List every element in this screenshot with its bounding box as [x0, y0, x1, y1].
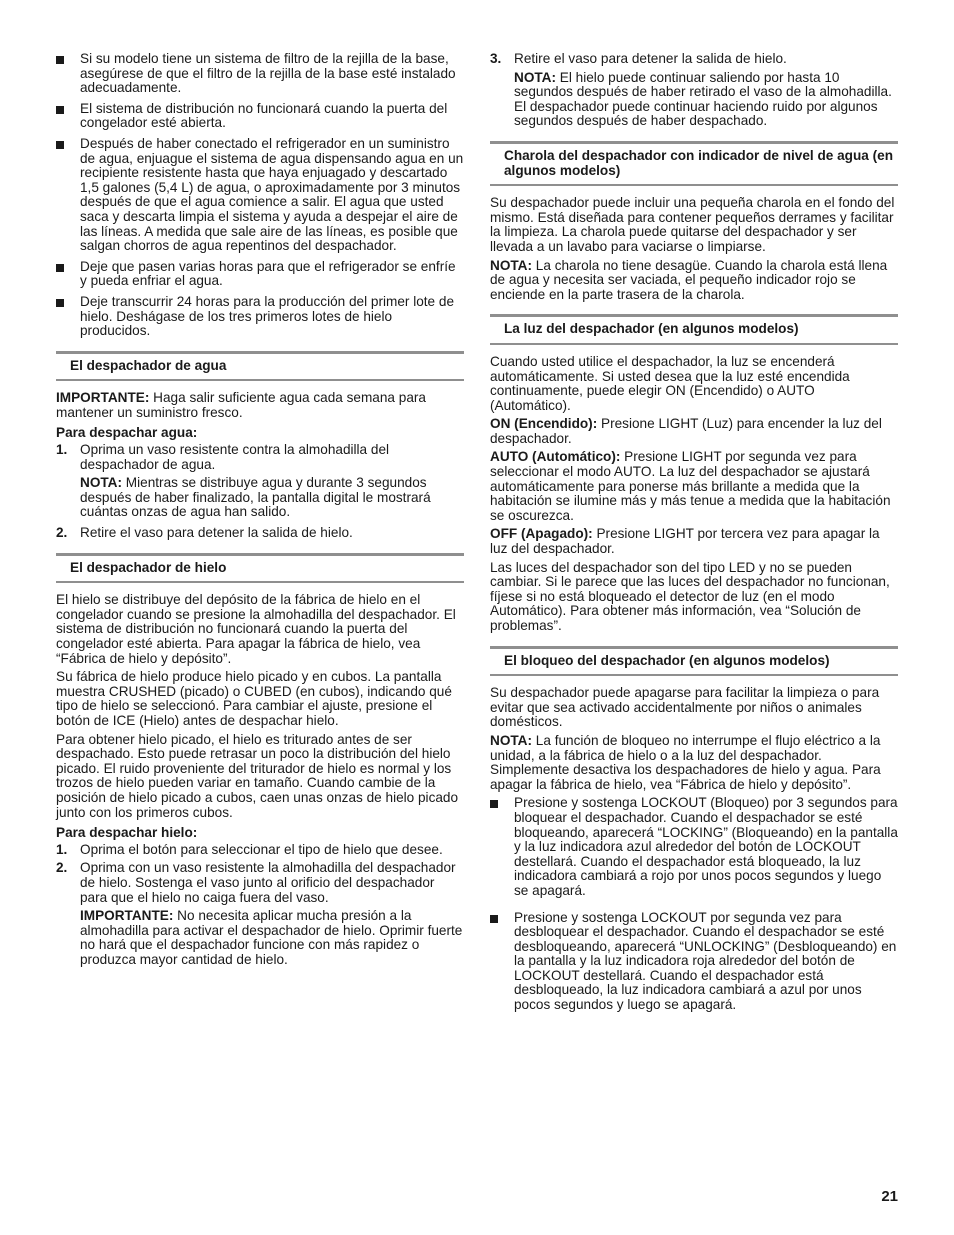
section-heading-lock: El bloqueo del despachador (en algunos modelos) — [490, 646, 898, 677]
lock-note — [490, 734, 898, 792]
step-number: 1. — [56, 442, 68, 458]
important-text: No necesita aplicar mucha presión a la almohadilla para activar el despachador de hielo. Oprimir fuerte no hará que el despachador funcione con más rapidez o produzca mayor cantidad de hielo. — [80, 908, 463, 967]
water-subhead: Para despachar agua: — [56, 425, 198, 441]
ice-step-2 — [56, 861, 464, 967]
ice-paragraph: Para obtener hielo picado, el hielo es triturado antes de ser despachado. Esto puede retrasar un poco la distribución del hielo picado. El ruido proveniente del triturador de hielo es normal y los trozos de hielo pueden variar en tamaño. Cuando cambie de la posición de hielo picado a cubos, caen unas onzas de hielo picado junto con los primeros cubos. — [56, 731, 459, 820]
note-label: NOTA: — [514, 69, 557, 85]
lock-paragraph: Su despachador puede apagarse para facilitar la limpieza o para evitar que sea activado accidentalmente por niños o animales domésticos. — [490, 685, 880, 730]
light-off — [490, 527, 898, 556]
water-important — [56, 391, 464, 420]
light-auto — [490, 450, 898, 523]
step-text: Oprima el botón para seleccionar el tipo de hielo que desee. — [80, 841, 443, 857]
bullet-item: El sistema de distribución no funcionará cuando la puerta del congelador esté abierta. — [56, 102, 464, 131]
step-number: 1. — [56, 841, 68, 857]
important-label: IMPORTANTE: — [80, 908, 174, 924]
note-label: NOTA: — [80, 475, 123, 491]
right-column — [490, 52, 898, 1019]
step-number: 3. — [490, 51, 502, 66]
step-number: 2. — [56, 525, 68, 541]
step-text: Retire el vaso para detener la salida de hielo. — [514, 51, 787, 66]
note-label: NOTA: — [490, 732, 533, 748]
left-column — [56, 52, 464, 973]
off-label: OFF (Apagado): — [490, 526, 593, 542]
step3-note — [514, 71, 898, 129]
ice-important — [80, 909, 464, 967]
bullet-item: Deje transcurrir 24 horas para la producción del primer lote de hielo. Deshágase de los tres primeros lotes de hielo producidos. — [56, 295, 464, 339]
section-heading-ice: El despachador de hielo — [56, 553, 464, 584]
note-text: La función de bloqueo no interrumpe el flujo eléctrico a la unidad, a la fábrica de hielo o a la luz del despachador. Simplemente desactiva los despachadores de hielo y agua. Para apagar la fábrica de hielo, vea “Fábrica de hielo y depósito”. — [490, 732, 881, 792]
water-note — [80, 476, 464, 520]
ice-paragraph: Su fábrica de hielo produce hielo picado y en cubos. La pantalla muestra CRUSHED (picado) o CUBED (en cubos), indicando qué tipo de hielo se seleccionó. Para cambiar el ajuste, presione el botón de ICE (Hielo) antes de despachar hielo. — [56, 669, 452, 728]
light-led: Las luces del despachador son del tipo LED y no se pueden cambiar. Si le parece que las luces del despachador no funcionan, fíjese si no está bloqueado el detector de luz (en el modo Automático). Para obtener más información, vea “Solución de problemas”. — [490, 559, 890, 633]
on-text: Presione LIGHT (Luz) para encender la luz del despachador. — [490, 416, 882, 446]
water-step-2 — [56, 526, 464, 541]
step-number: 2. — [56, 860, 68, 876]
page-number: 21 — [881, 1188, 898, 1205]
ice-step-1 — [56, 843, 464, 858]
important-label: IMPORTANTE: — [56, 390, 150, 406]
section-heading-light: La luz del despachador (en algunos modelos) — [490, 314, 898, 345]
bullet-item: Si su modelo tiene un sistema de filtro de la rejilla de la base, asegúrese de que el filtro de la rejilla de la base esté instalado adecuadamente. — [56, 52, 464, 96]
ice-step-3 — [490, 52, 898, 129]
step-text: Oprima un vaso resistente contra la almohadilla del despachador de agua. — [80, 442, 390, 472]
ice-paragraph: El hielo se distribuye del depósito de la fábrica de hielo en el congelador cuando se presione la almohadilla del despachador. El sistema de distribución no funcionará cuando la puerta del congelador esté abierta. Para apagar la fábrica de hielo, vea “Fábrica de hielo y depósito”. — [56, 592, 456, 666]
note-label: NOTA: — [490, 257, 533, 273]
auto-label: AUTO (Automático): — [490, 449, 621, 465]
bullet-item: Presione y sostenga LOCKOUT (Bloqueo) por 3 segundos para bloquear el despachador. Cuando el despachador se esté bloqueando, aparecerá “LOCKING” (Bloqueando) en la pantalla y la luz indicadora azul alrededor del botón de LOCKOUT destellará. Cuando el despachador está bloqueado, la luz indicadora cambiará a rojo por unos pocos segundos y luego se apagará. — [490, 796, 898, 898]
note-text: El hielo puede continuar saliendo por hasta 10 segundos después de haber retirado el vaso de la almohadilla. El despachador puede continuar haciendo ruido por algunos segundos después de haber despachado. — [514, 69, 892, 129]
water-step-1 — [56, 443, 464, 520]
tray-note — [490, 259, 898, 303]
on-label: ON (Encendido): — [490, 416, 598, 432]
section-heading-tray: Charola del despachador con indicador de nivel de agua (en algunos modelos) — [490, 141, 898, 186]
ice-subhead: Para despachar hielo: — [56, 825, 198, 841]
off-text: Presione LIGHT por tercera vez para apagar la luz del despachador. — [490, 526, 880, 557]
note-text: Mientras se distribuye agua y durante 3 segundos después de haber finalizado, la pantalla digital le mostrará cuántas onzas de agua han salido. — [80, 475, 431, 520]
auto-text: Presione LIGHT por segunda vez para seleccionar el modo AUTO. La luz del despachador se ajustará automáticamente para ponerse más brillante a medida que la habitación se ilumine más y más tenue a medida que la habitación se oscurezca. — [490, 449, 891, 523]
important-text: Haga salir suficiente agua cada semana para mantener un suministro fresco. — [56, 390, 426, 420]
note-text: La charola no tiene desagüe. Cuando la charola está llena de agua y necesita ser vaciada, el pequeño indicador rojo se enciende en la parte trasera de la charola. — [490, 257, 888, 302]
step-text: Retire el vaso para detener la salida de hielo. — [80, 525, 353, 541]
step-text: Oprima con un vaso resistente la almohadilla del despachador de hielo. Sostenga el vaso junto al orificio del despachador para que el hielo no caiga fuera del vaso. — [80, 860, 456, 905]
light-on — [490, 417, 898, 446]
bullet-item: Después de haber conectado el refrigerador en un suministro de agua, enjuague el sistema de agua dispensando agua en un recipiente resistente hasta que haya enjuagado y descartado 1,5 galones (5,4 L) de agua, o aproximadamente por 3 minutos después de que el agua comience a salir. El agua que usted saca y descarta limpia el sistema y ayuda a despejar el aire de las líneas. A medida que sale aire de las líneas, es posible que salgan chorros de agua repentinos del despachador. — [56, 137, 464, 254]
section-heading-water: El despachador de agua — [56, 351, 464, 382]
bullet-item: Presione y sostenga LOCKOUT por segunda vez para desbloquear el despachador. Cuando el despachador se esté desbloqueando, aparecerá “UNLOCKING” (Desbloqueando) en la pantalla y la luz indicadora roja alrededor del botón de LOCKOUT destellará. Cuando el despachador está desbloqueado, la luz indicadora cambiará a azul por unos pocos segundos y luego se apagará. — [490, 911, 898, 1013]
light-paragraph: Cuando usted utilice el despachador, la luz se encenderá automáticamente. Si usted desea que la luz esté encendida continuamente, puede elegir ON (Encendido) o AUTO (Automático). — [490, 353, 850, 413]
tray-paragraph: Su despachador puede incluir una pequeña charola en el fondo del mismo. Está diseñada para contener pequeños derrames y facilitar la limpieza. La charola puede quitarse del despachador y ser llevada a un lavabo para vaciarse o limpiarse. — [490, 195, 895, 254]
bullet-item: Deje que pasen varias horas para que el refrigerador se enfríe y pueda enfriar el agua. — [56, 260, 464, 289]
